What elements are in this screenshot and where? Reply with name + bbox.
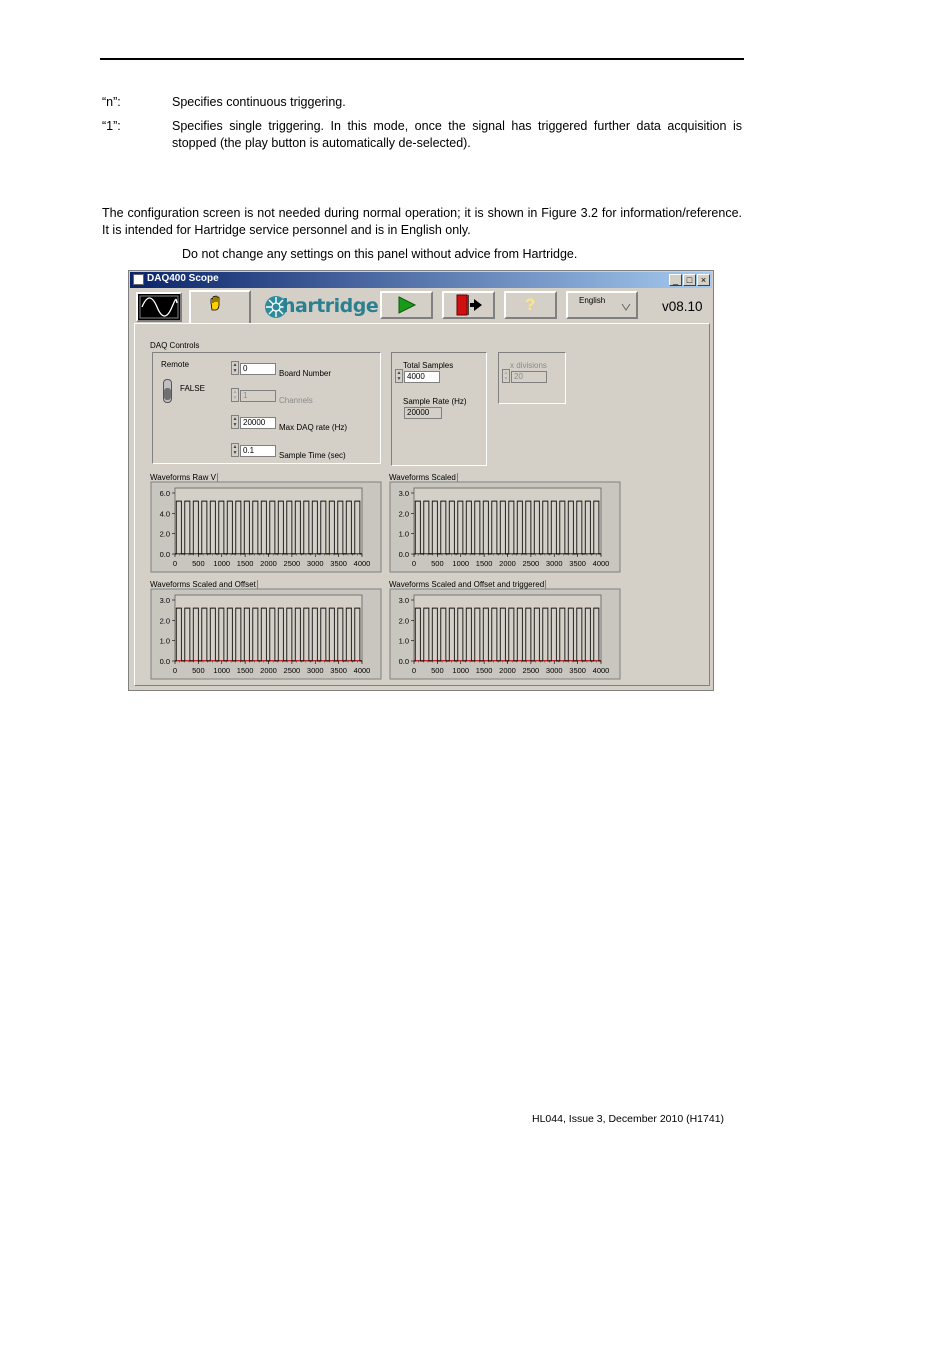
remote-value: FALSE [180, 384, 205, 393]
x-tick-label: 1000 [452, 559, 470, 568]
x-tick-label: 2500 [283, 666, 301, 675]
app-icon [133, 274, 144, 285]
x-tick-label: 2000 [499, 559, 516, 568]
y-tick-label: 4.0 [159, 509, 170, 519]
x-tick-label: 3500 [330, 666, 347, 675]
def-term-1: “1”: [102, 119, 121, 133]
y-tick-label: 2.0 [398, 509, 409, 519]
help-button[interactable] [504, 291, 557, 319]
config-panel [134, 323, 710, 686]
x-tick-label: 1500 [236, 559, 254, 568]
y-tick-label: 2.0 [159, 529, 170, 539]
window-title: DAQ400 Scope [147, 273, 219, 284]
max-daq-rate-label: Max DAQ rate (Hz) [279, 423, 348, 432]
x-tick-label: 500 [192, 666, 205, 675]
sample-time-label: Sample Time (sec) [279, 451, 346, 460]
config-paragraph: The configuration screen is not needed during normal operation; it is shown in Figure 3.2 for information/reference. It is intended for Hartridge service personnel and is in English only. [102, 206, 742, 237]
def-term-n: “n”: [102, 95, 121, 109]
play-icon [397, 296, 417, 314]
minimize-button[interactable]: _ [669, 274, 682, 286]
sine-wave-icon [138, 294, 180, 320]
total-samples-field[interactable]: 4000 [404, 371, 440, 383]
x-tick-label: 1500 [475, 666, 493, 675]
y-tick-label: 0.0 [159, 657, 170, 666]
y-tick-label: 1.0 [398, 529, 409, 539]
daq-scope-window [128, 270, 714, 691]
x-tick-label: 3000 [306, 666, 324, 675]
board-number-spinner[interactable]: ▲ ▼ [232, 362, 238, 374]
x-tick-label: 2000 [499, 666, 516, 675]
total-samples-spinner[interactable]: ▲ ▼ [396, 370, 402, 382]
x-tick-label: 2500 [283, 559, 301, 568]
x-tick-label: 500 [431, 559, 444, 568]
channels-field[interactable]: 1 [240, 390, 276, 402]
sample-rate-label: Sample Rate (Hz) [403, 397, 467, 406]
x-tick-label: 3500 [569, 559, 586, 568]
x-tick-label: 1500 [475, 559, 493, 568]
total-samples-label: Total Samples [403, 361, 454, 370]
language-value: English [579, 296, 606, 305]
graph-title: Waveforms Scaled [389, 473, 456, 482]
y-tick-label: 0.0 [398, 657, 409, 666]
exit-button[interactable] [442, 291, 495, 319]
sample-rate-field: 20000 [404, 407, 442, 419]
version-label: v08.10 [662, 299, 703, 314]
x-tick-label: 1000 [452, 666, 470, 675]
remote-toggle[interactable] [163, 379, 172, 403]
x-tick-label: 2500 [522, 559, 540, 568]
logo-text: hartridge [282, 295, 379, 317]
waveform-chart [150, 473, 382, 573]
x-tick-label: 4000 [592, 666, 610, 675]
channels-spinner[interactable]: ▲ ▼ [232, 389, 238, 401]
waveform-chart [389, 473, 621, 573]
x-tick-label: 1000 [213, 559, 231, 568]
hartridge-logo [263, 294, 379, 320]
y-tick-label: 2.0 [159, 616, 170, 626]
waveform-chart [150, 580, 382, 680]
x-tick-label: 0 [172, 559, 178, 568]
channels-label: Channels [279, 396, 313, 405]
x-tick-label: 2000 [260, 559, 277, 568]
language-select[interactable] [566, 291, 638, 319]
x-tick-label: 1500 [236, 666, 254, 675]
x-tick-label: 0 [172, 666, 178, 675]
y-tick-label: 6.0 [159, 489, 170, 498]
hand-icon [208, 295, 222, 311]
x-divisions-label: x divisions [510, 361, 547, 370]
def-text-n: Specifies continuous triggering. [172, 95, 346, 109]
maximize-button[interactable]: □ [683, 274, 696, 286]
x-tick-label: 0 [411, 559, 417, 568]
header-rule [100, 58, 744, 60]
graph-title: Waveforms Scaled and Offset and triggered [389, 580, 545, 589]
y-tick-label: 1.0 [159, 636, 170, 646]
x-tick-label: 3000 [545, 666, 563, 675]
warning-note: Do not change any settings on this panel without advice from Hartridge. [182, 247, 578, 261]
x-divisions-spinner[interactable]: ▲ ▼ [503, 370, 509, 382]
x-tick-label: 3500 [330, 559, 347, 568]
x-tick-label: 4000 [592, 559, 610, 568]
y-tick-label: 0.0 [159, 550, 170, 559]
y-tick-label: 2.0 [398, 616, 409, 626]
x-tick-label: 3000 [545, 559, 563, 568]
close-button[interactable]: × [697, 274, 710, 286]
sample-time-spinner[interactable]: ▲ ▼ [232, 444, 238, 456]
graph-title: Waveforms Raw V [150, 473, 216, 482]
board-number-label: Board Number [279, 369, 332, 378]
max-daq-rate-field[interactable]: 20000 [240, 417, 276, 429]
y-tick-label: 1.0 [398, 636, 409, 646]
x-tick-label: 3500 [569, 666, 586, 675]
y-tick-label: 3.0 [159, 596, 170, 605]
page-footer: HL044, Issue 3, December 2010 (H1741) [532, 1113, 725, 1125]
x-tick-label: 0 [411, 666, 417, 675]
waveform-chart [389, 580, 621, 680]
chevron-down-icon [621, 303, 631, 311]
y-tick-label: 3.0 [398, 489, 409, 498]
x-tick-label: 3000 [306, 559, 324, 568]
window-titlebar [130, 272, 712, 288]
daq-controls-label: DAQ Controls [150, 341, 200, 350]
x-tick-label: 4000 [353, 666, 371, 675]
x-tick-label: 500 [192, 559, 205, 568]
x-tick-label: 2500 [522, 666, 540, 675]
remote-label: Remote [161, 360, 190, 369]
x-tick-label: 500 [431, 666, 444, 675]
graph-title: Waveforms Scaled and Offset [150, 580, 256, 589]
config-tab[interactable] [189, 290, 251, 324]
x-tick-label: 4000 [353, 559, 371, 568]
y-tick-label: 3.0 [398, 596, 409, 605]
scope-tab[interactable] [136, 292, 182, 322]
x-divisions-field[interactable]: 20 [511, 371, 547, 383]
play-button[interactable] [380, 291, 433, 319]
x-tick-label: 2000 [260, 666, 277, 675]
def-text-1: Specifies single triggering. In this mode, once the signal has triggered further data acquisition is stopped (the play button is automatically de-selected). [172, 119, 742, 150]
help-icon: ? [525, 295, 536, 314]
max-daq-rate-spinner[interactable]: ▲ ▼ [232, 416, 238, 428]
sample-time-field[interactable]: 0.1 [240, 445, 276, 457]
y-tick-label: 0.0 [398, 550, 409, 559]
exit-door-icon [454, 294, 484, 316]
x-tick-label: 1000 [213, 666, 231, 675]
board-number-field[interactable]: 0 [240, 363, 276, 375]
